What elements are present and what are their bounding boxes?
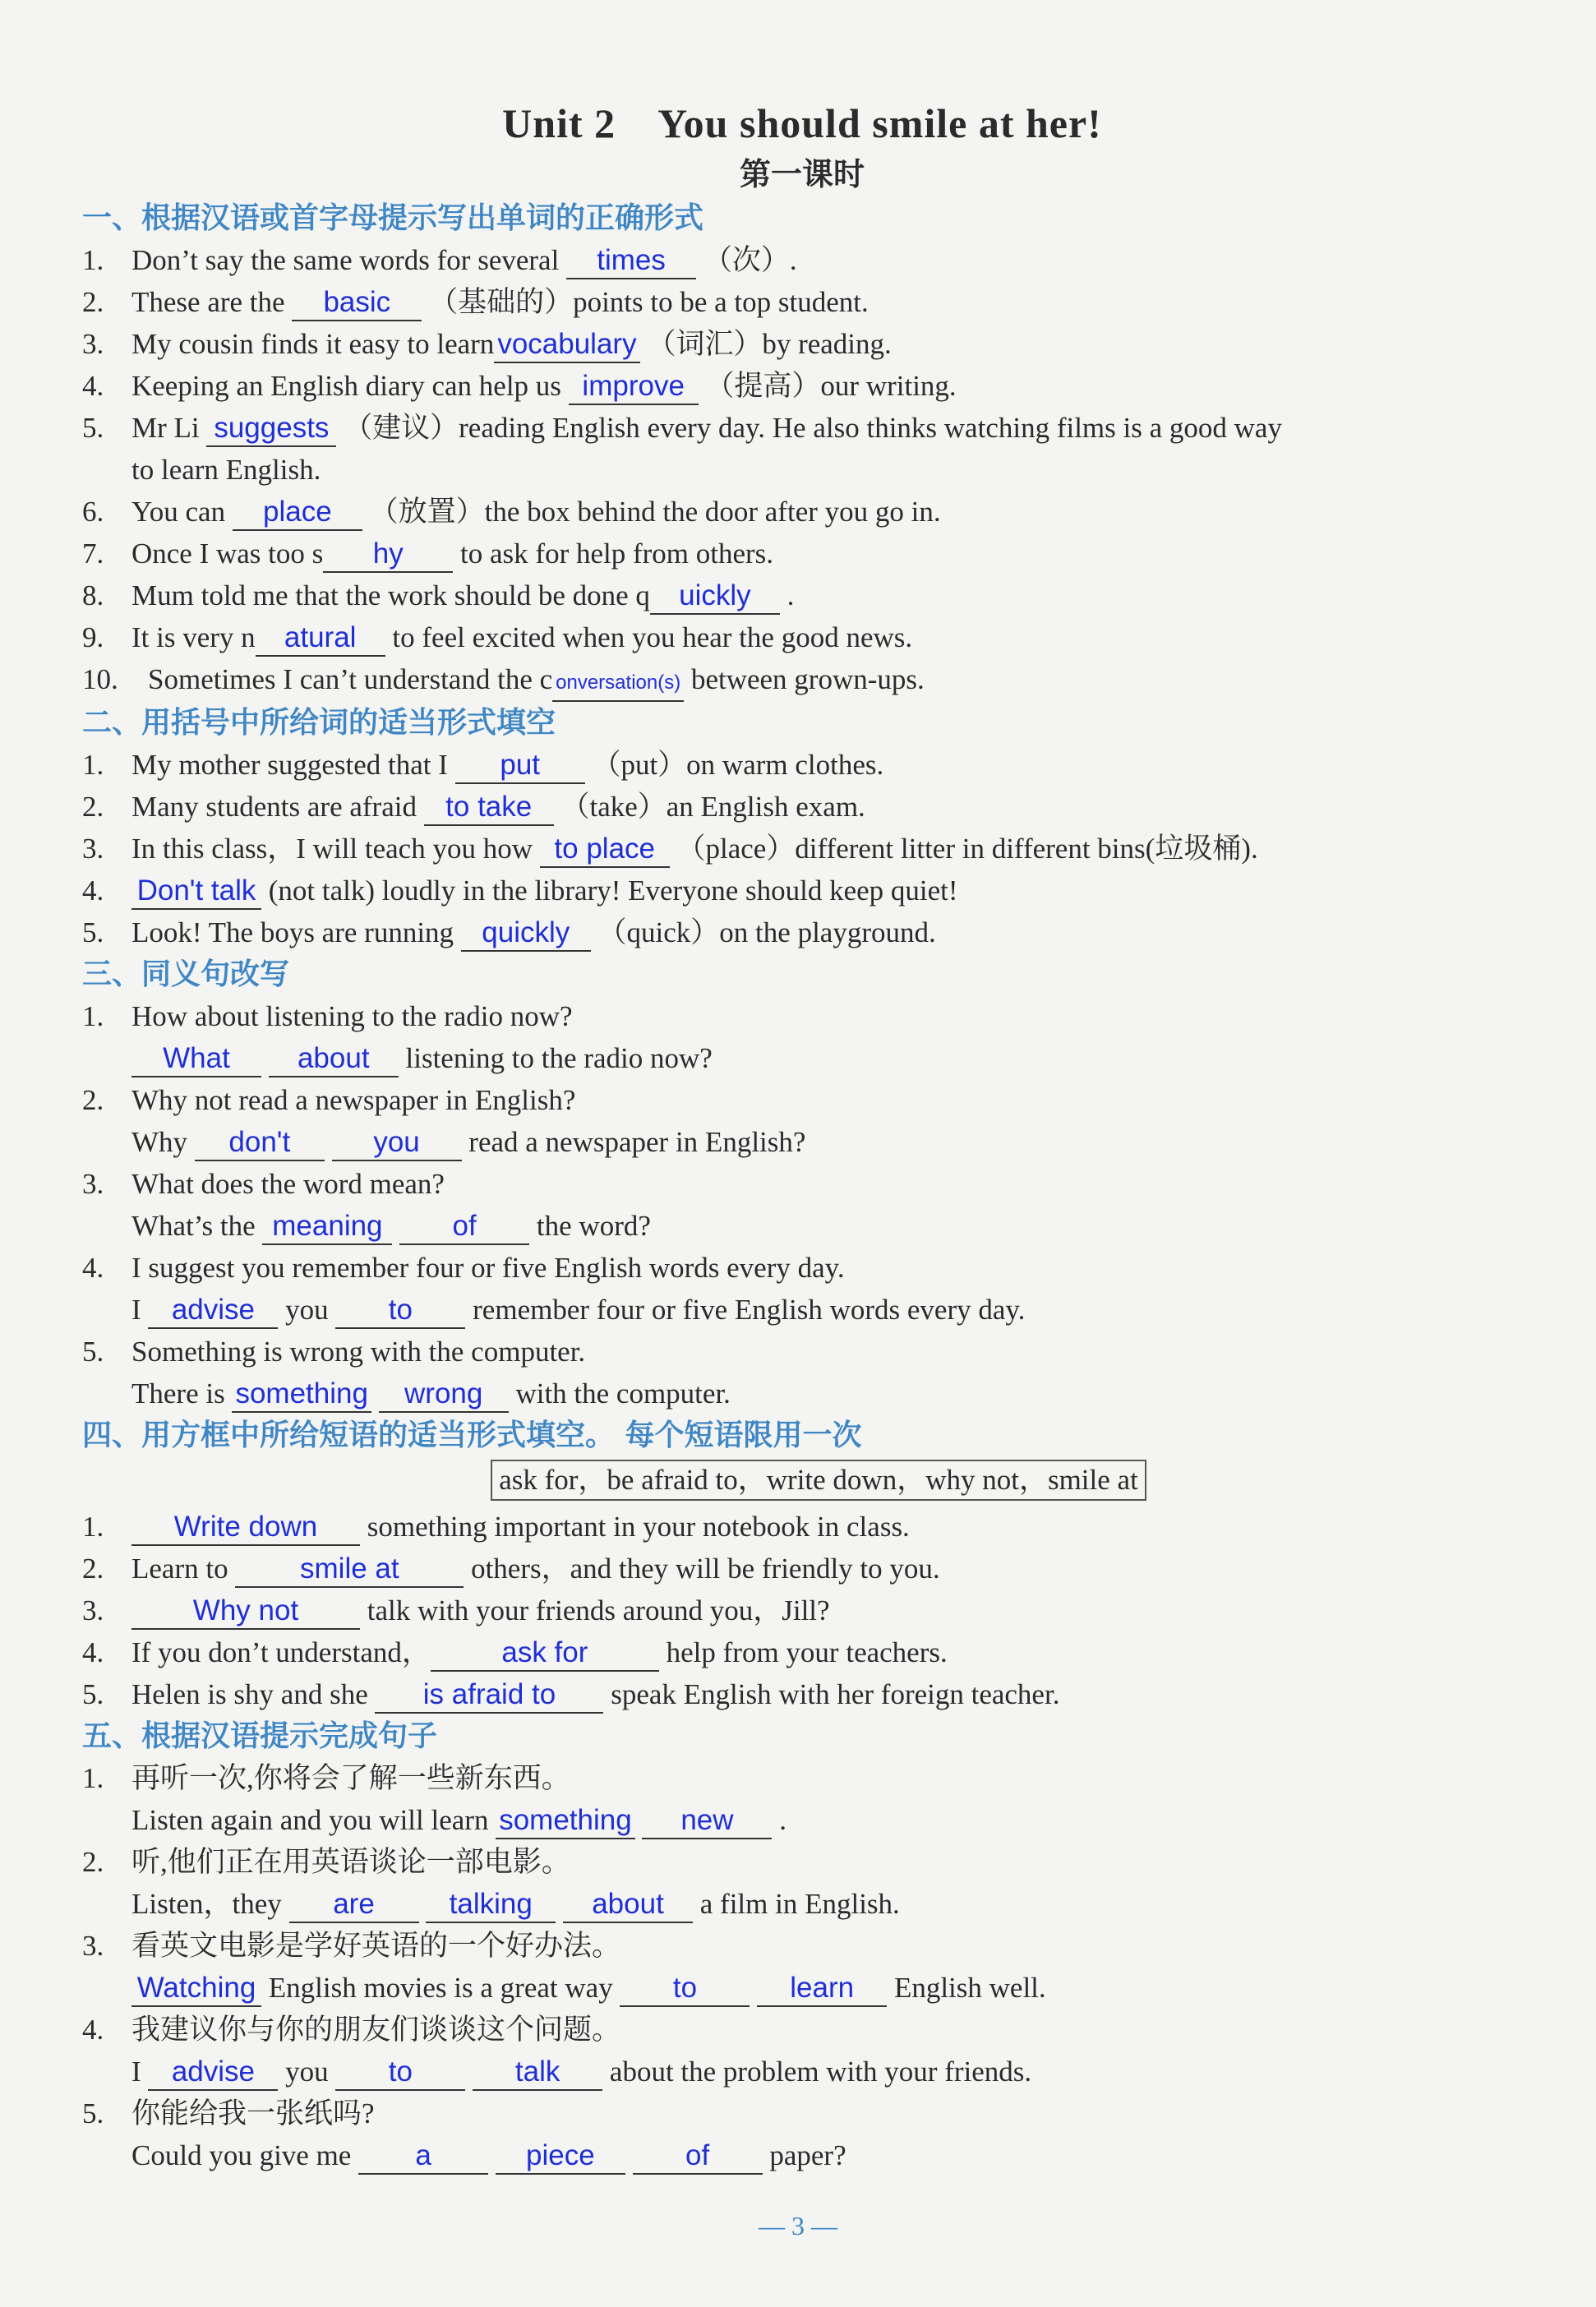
question-number: 2. <box>82 1084 104 1116</box>
question-text: If you don’t understand， ask for help from your teachers. <box>131 1631 1522 1673</box>
question-number: 9. <box>82 621 104 653</box>
question-text: Don't talk (not talk) loudly in the library! Everyone should keep quiet! <box>131 870 1522 911</box>
answer-blank[interactable]: a <box>358 2139 488 2175</box>
question-text: Don’t say the same words for several times （次）. <box>131 239 1522 281</box>
question-item <box>82 2092 1522 2134</box>
english-completion-line: Watching English movies is a great way to learn English well. <box>82 1967 1522 2009</box>
section-heading: 五、根据汉语提示完成句子 <box>82 1719 438 1753</box>
question-text: Sometimes I can’t understand the c onversation(s) between grown-ups. <box>148 658 1522 702</box>
answer-blank[interactable]: Why not <box>131 1594 360 1630</box>
question-text: Mr Li suggests （建议）reading English every day. He also thinks watching films is a good way <box>131 407 1522 449</box>
section-heading: 二、用括号中所给词的适当形式填空 <box>82 706 556 740</box>
answer-blank[interactable]: don't <box>195 1125 325 1161</box>
question-text: Keeping an English diary can help us improve （提高）our writing. <box>131 365 1522 407</box>
answer-blank[interactable]: uickly <box>650 579 780 615</box>
question-item <box>82 1631 1522 1673</box>
answer-blank[interactable]: about <box>563 1887 693 1923</box>
section-heading: 四、用方框中所给短语的适当形式填空。 每个短语限用一次 <box>82 1419 862 1452</box>
original-sentence: How about listening to the radio now? <box>131 1000 573 1032</box>
question-item <box>82 995 1522 1037</box>
answer-blank[interactable]: you <box>332 1125 462 1161</box>
answer-blank[interactable]: atural <box>256 621 385 657</box>
question-number: 5. <box>82 412 104 444</box>
question-number: 4. <box>82 2014 104 2046</box>
question-item <box>82 1079 1522 1121</box>
english-completion-line: Could you give me a piece of paper? <box>82 2134 1522 2176</box>
rewrite-line: I advise you to remember four or five English words every day. <box>82 1289 1522 1331</box>
answer-blank[interactable]: vocabulary <box>494 327 639 363</box>
english-completion-line: Listen again and you will learn something new . <box>82 1799 1522 1841</box>
answer-blank[interactable]: to take <box>424 790 554 826</box>
question-text: Learn to smile at others，and they will be friendly to you. <box>131 1548 1522 1590</box>
question-item <box>82 828 1522 870</box>
question-number: 2. <box>82 1553 104 1585</box>
rewrite-line: Why don't you read a newspaper in English? <box>82 1121 1522 1163</box>
question-number: 3. <box>82 328 104 360</box>
question-item <box>82 1163 1522 1205</box>
phrase-box: ask for，be afraid to，write down，why not，smile at <box>491 1460 1146 1501</box>
answer-blank[interactable]: to place <box>540 832 670 868</box>
question-text: Mum told me that the work should be done q uickly . <box>131 574 1522 616</box>
question-number: 4. <box>82 1252 104 1284</box>
answer-blank[interactable]: advise <box>148 1293 278 1329</box>
question-item <box>82 744 1522 786</box>
question-item <box>82 1841 1522 1883</box>
chinese-prompt: 看英文电影是学好英语的一个好办法。 <box>131 1930 621 1962</box>
question-item <box>82 281 1522 323</box>
question-text: My cousin finds it easy to learn vocabulary （词汇）by reading. <box>131 323 1522 365</box>
answer-blank[interactable]: onversation(s) <box>552 666 684 702</box>
original-sentence: What does the word mean? <box>131 1168 445 1200</box>
answer-blank[interactable]: about <box>269 1041 399 1077</box>
question-item <box>82 1673 1522 1715</box>
question-item <box>82 407 1522 449</box>
question-text: Many students are afraid to take （take）an English exam. <box>131 786 1522 828</box>
lesson-subtitle: 第一课时 <box>739 156 865 192</box>
question-number: 3. <box>82 1168 104 1200</box>
answer-blank[interactable]: Don't talk <box>131 874 261 910</box>
english-completion-line: I advise you to talk about the problem with your friends. <box>82 2051 1522 2092</box>
answer-blank[interactable]: meaning <box>262 1209 392 1245</box>
answer-blank[interactable]: to <box>620 1971 750 2007</box>
answer-blank[interactable]: are <box>289 1887 419 1923</box>
original-sentence: I suggest you remember four or five English words every day. <box>131 1252 845 1284</box>
question-text: Write down something important in your notebook in class. <box>131 1506 1522 1548</box>
question-number: 10. <box>82 663 118 695</box>
answer-blank[interactable]: something <box>496 1803 634 1839</box>
question-text: In this class，I will teach you how to place （place）different litter in different bins(垃圾桶). <box>131 828 1522 870</box>
answer-blank[interactable]: Write down <box>131 1510 360 1546</box>
answer-blank[interactable]: hy <box>323 537 453 573</box>
rewrite-line: What’s the meaning of the word? <box>82 1205 1522 1247</box>
answer-blank[interactable]: to <box>335 2055 465 2091</box>
answer-blank[interactable]: quickly <box>461 916 591 952</box>
english-completion-line: Listen，they are talking about a film in English. <box>82 1883 1522 1925</box>
answer-blank[interactable]: times <box>566 243 696 279</box>
question-item <box>82 870 1522 911</box>
question-number: 1. <box>82 1762 104 1794</box>
original-sentence: Why not read a newspaper in English? <box>131 1084 576 1116</box>
section-heading: 一、根据汉语或首字母提示写出单词的正确形式 <box>82 201 704 235</box>
chinese-prompt: 我建议你与你的朋友们谈谈这个问题。 <box>131 2014 621 2046</box>
chinese-prompt: 再听一次,你将会了解一些新东西。 <box>131 1762 570 1794</box>
question-number: 5. <box>82 1336 104 1368</box>
question-number: 1. <box>82 1511 104 1543</box>
question-item <box>82 533 1522 574</box>
section-heading: 三、同义句改写 <box>82 957 290 991</box>
question-item <box>82 1925 1522 1967</box>
question-text: Helen is shy and she is afraid to speak English with her foreign teacher. <box>131 1673 1522 1715</box>
question-number: 7. <box>82 538 104 570</box>
answer-blank[interactable]: suggests <box>206 411 336 447</box>
answer-blank[interactable]: advise <box>148 2055 278 2091</box>
answer-blank[interactable]: talking <box>426 1887 556 1923</box>
question-item <box>82 1506 1522 1548</box>
question-number: 1. <box>82 244 104 276</box>
question-item <box>82 658 1522 702</box>
original-sentence: Something is wrong with the computer. <box>131 1336 586 1368</box>
question-number: 8. <box>82 579 104 611</box>
question-item <box>82 323 1522 365</box>
question-continuation: to learn English. <box>131 454 321 486</box>
question-number: 4. <box>82 1636 104 1668</box>
question-item <box>82 1247 1522 1289</box>
answer-blank[interactable]: place <box>233 495 362 531</box>
question-number: 5. <box>82 2097 104 2129</box>
question-number: 1. <box>82 1000 104 1032</box>
question-number: 3. <box>82 1594 104 1626</box>
answer-blank[interactable]: learn <box>757 1971 887 2007</box>
question-item <box>82 574 1522 616</box>
answer-blank[interactable]: is afraid to <box>375 1677 603 1714</box>
question-text: Once I was too s hy to ask for help from others. <box>131 533 1522 574</box>
question-text: These are the basic （基础的）points to be a top student. <box>131 281 1522 323</box>
answer-blank[interactable]: ask for <box>431 1636 659 1672</box>
page-title: Unit 2 You should smile at her! <box>502 100 1102 146</box>
answer-blank[interactable]: new <box>642 1803 772 1839</box>
question-number: 1. <box>82 749 104 781</box>
question-number: 3. <box>82 833 104 865</box>
question-item <box>82 1590 1522 1631</box>
question-text: Why not talk with your friends around you，Jill? <box>131 1590 1522 1631</box>
chinese-prompt: 你能给我一张纸吗? <box>131 2097 375 2129</box>
question-item <box>82 365 1522 407</box>
answer-blank[interactable]: something <box>232 1377 371 1413</box>
question-number: 2. <box>82 791 104 823</box>
answer-blank[interactable]: wrong <box>379 1377 509 1413</box>
question-number: 2. <box>82 286 104 318</box>
question-text: It is very n atural to feel excited when you hear the good news. <box>131 616 1522 658</box>
chinese-prompt: 听,他们正在用英语谈论一部电影。 <box>131 1846 570 1878</box>
question-number: 2. <box>82 1846 104 1878</box>
question-text: You can place （放置）the box behind the door after you go in. <box>131 491 1522 533</box>
answer-blank[interactable]: basic <box>292 285 422 321</box>
question-item <box>82 1548 1522 1590</box>
page-number: — 3 — <box>759 2211 837 2240</box>
question-number: 4. <box>82 874 104 907</box>
answer-blank[interactable]: of <box>399 1209 529 1245</box>
answer-blank[interactable]: improve <box>569 369 699 405</box>
question-item <box>82 491 1522 533</box>
answer-blank[interactable]: What <box>131 1041 261 1077</box>
question-text: Look! The boys are running quickly （quick）on the playground. <box>131 911 1522 953</box>
answer-blank[interactable]: piece <box>496 2139 625 2175</box>
rewrite-line: There is something wrong with the computer. <box>82 1373 1522 1414</box>
question-number: 5. <box>82 916 104 948</box>
question-text: My mother suggested that I put （put）on warm clothes. <box>131 744 1522 786</box>
phrase-box-row <box>82 1460 1522 1501</box>
answer-blank[interactable]: to <box>335 1293 465 1329</box>
answer-blank[interactable]: talk <box>473 2055 602 2091</box>
question-number: 5. <box>82 1678 104 1710</box>
question-item <box>82 786 1522 828</box>
question-item <box>82 911 1522 953</box>
question-number: 4. <box>82 370 104 402</box>
answer-blank[interactable]: Watching <box>131 1971 261 2007</box>
answer-blank[interactable]: of <box>633 2139 763 2175</box>
answer-blank[interactable]: smile at <box>235 1552 464 1588</box>
question-item <box>82 1331 1522 1373</box>
rewrite-line: What about listening to the radio now? <box>82 1037 1522 1079</box>
question-item <box>82 2009 1522 2051</box>
question-number: 3. <box>82 1930 104 1962</box>
question-item <box>82 239 1522 281</box>
question-number: 6. <box>82 496 104 528</box>
question-item <box>82 616 1522 658</box>
answer-blank[interactable]: put <box>455 748 585 784</box>
question-item <box>82 1757 1522 1799</box>
exercise-content <box>82 197 1522 2176</box>
